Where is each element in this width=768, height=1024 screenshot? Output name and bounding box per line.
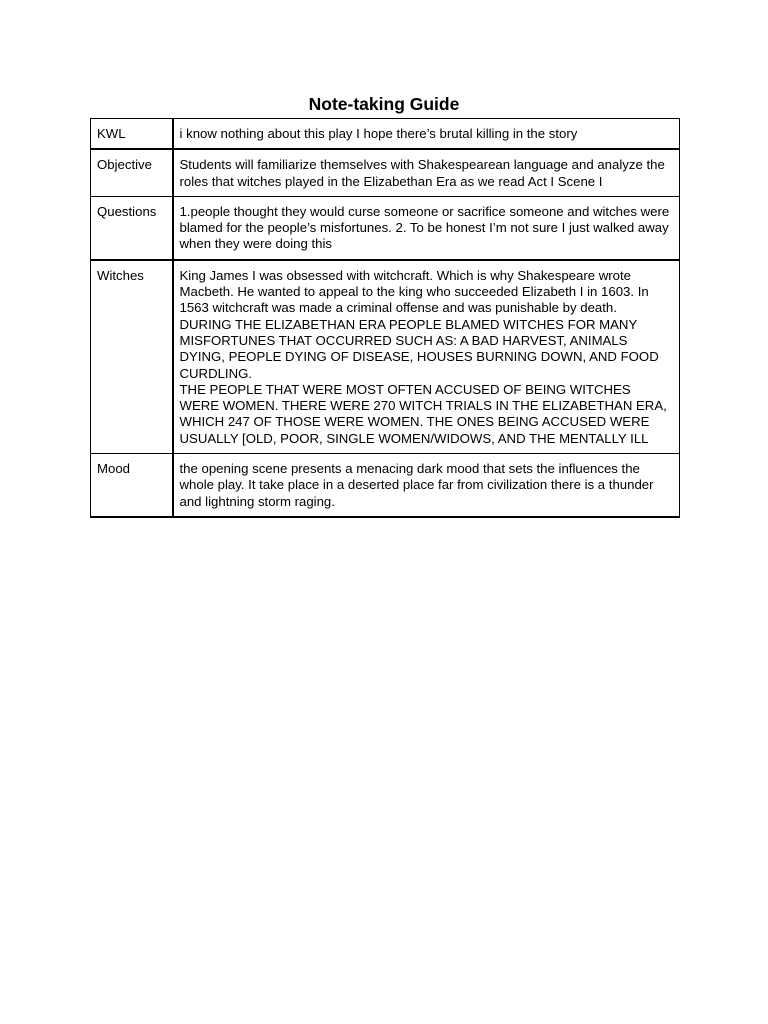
- page-title: Note-taking Guide: [308, 94, 460, 114]
- row-content-questions: [173, 196, 680, 259]
- content-paragraph: Students will familiarize themselves with Shakespearean language and analyze the roles that witches played in the Elizabethan Era as we read Act I Scene I: [179, 157, 665, 189]
- row-content-objective: [173, 149, 680, 196]
- row-label-witches: Witches: [91, 260, 173, 454]
- note-taking-table: [90, 118, 680, 518]
- row-label-kwl: KWL: [91, 119, 173, 150]
- table-row-kwl: [91, 119, 680, 150]
- content-paragraph: DURING THE ELIZABETHAN ERA PEOPLE BLAMED WITCHES FOR MANY MISFORTUNES THAT OCCURRED SUCH AS: A BAD HARVEST, ANIMALS DYING, PEOPLE DYING OF DISEASE, HOUSES BURNING DOWN, AND FOOD CURDLING.: [179, 316, 659, 381]
- row-label-mood: Mood: [91, 454, 173, 517]
- row-label-questions: Questions: [91, 196, 173, 259]
- table-row-questions: [91, 196, 680, 259]
- table-row-objective: [91, 149, 680, 196]
- row-content-kwl: [173, 119, 680, 150]
- table-row-witches: [91, 260, 680, 454]
- table-row-mood: [91, 454, 680, 517]
- content-paragraph: King James I was obsessed with witchcraft. Which is why Shakespeare wrote Macbeth. He wanted to appeal to the king who succeeded Elizabeth I in 1603. In 1563 witchcraft was made a criminal offense and was punishable by death.: [179, 267, 649, 316]
- content-paragraph: i know nothing about this play I hope there’s brutal killing in the story: [179, 126, 578, 141]
- row-label-objective: Objective: [91, 149, 173, 196]
- row-content-mood: [173, 454, 680, 517]
- content-paragraph: 1.people thought they would curse someone or sacrifice someone and witches were blamed for the people’s misfortunes. 2. To be honest I’m not sure I just walked away when they were doing this: [179, 203, 670, 252]
- content-paragraph: THE PEOPLE THAT WERE MOST OFTEN ACCUSED OF BEING WITCHES WERE WOMEN. THERE WERE 270 WITCH TRIALS IN THE ELIZABETHAN ERA, WHICH 247 OF THOSE WERE WOMEN. THE ONES BEING ACCUSED WERE USUALLY [OLD, POOR, SINGLE WOMEN/WIDOWS, AND THE MENTALLY ILL: [179, 381, 667, 446]
- content-paragraph: the opening scene presents a menacing dark mood that sets the influences the whole play. It take place in a deserted place far from civilization there is a thunder and lightning storm raging.: [179, 461, 654, 509]
- row-content-witches: [173, 260, 680, 454]
